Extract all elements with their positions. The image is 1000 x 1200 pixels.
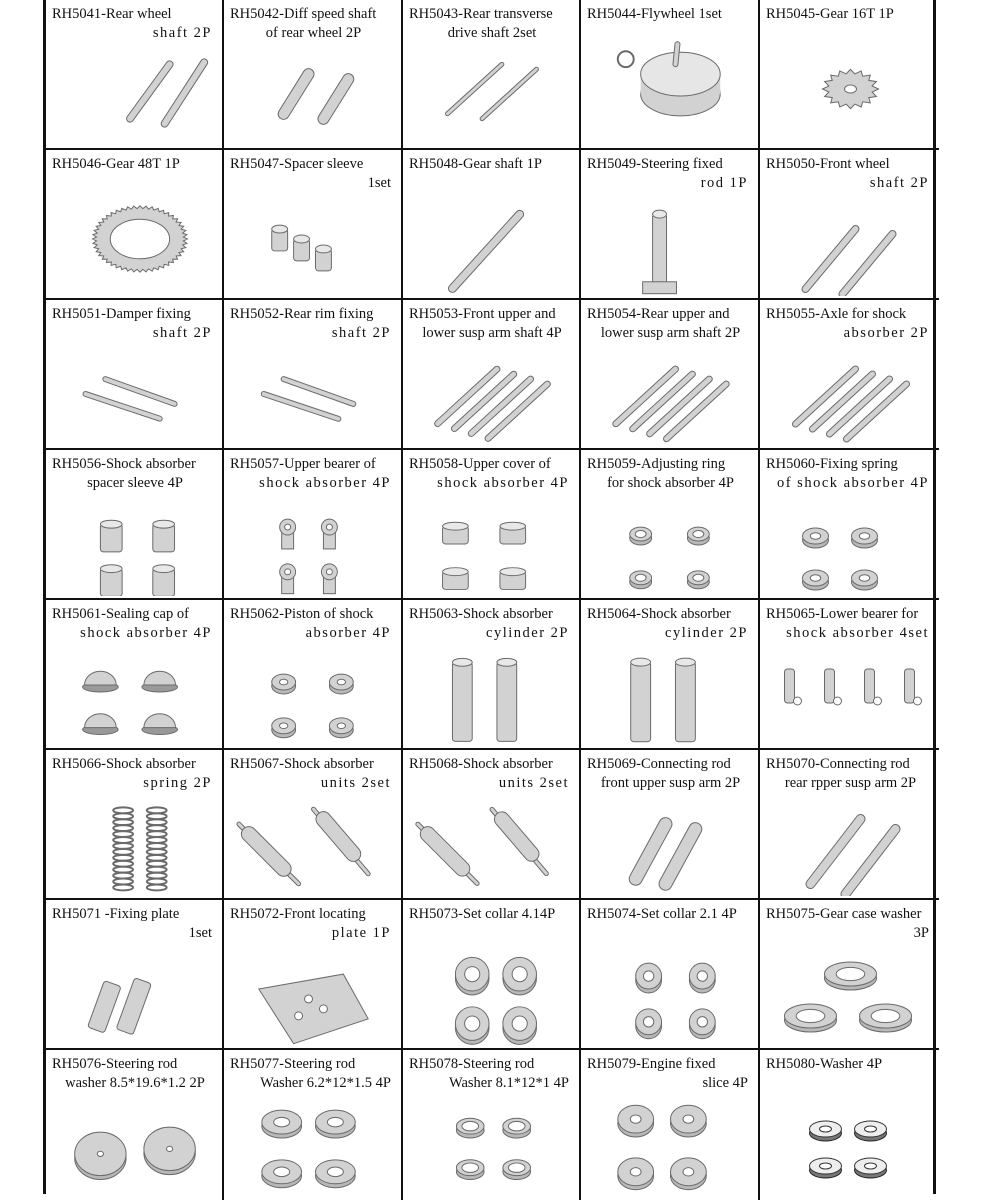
part-quantity: shock absorber 4P [259,475,391,491]
part-code-name: RH5067-Shock absorber [230,756,374,772]
coil-spring-icon [46,784,222,896]
part-code-name: RH5044-Flywheel 1set [587,6,722,22]
part-cell [224,150,403,300]
pin-pair-icon [224,334,401,446]
part-label [766,5,935,24]
part-quantity: absorber 2P [843,325,929,341]
part-quantity: lower susp arm shaft 2P [600,325,741,341]
part-cell [224,600,403,750]
pinion-gear-icon [760,34,939,146]
part-cell [403,1050,581,1200]
lower-bearer-icon [760,634,939,746]
part-quantity: shock absorber 4set [786,625,929,641]
part-code-name: RH5079-Engine fixed [587,1056,716,1072]
part-cell [224,0,403,150]
part-quantity: plate 1P [331,925,391,941]
part-cell [46,900,224,1050]
part-code-name: RH5047-Spacer sleeve [230,156,364,172]
part-code-name: RH5072-Front locating [230,906,366,922]
part-code-name: RH5060-Fixing spring [766,456,898,472]
part-quantity: spring 2P [143,775,212,791]
part-quantity: units 2set [320,775,391,791]
part-label [766,1055,935,1074]
part-cell [224,900,403,1050]
part-quantity: 1set [188,925,212,941]
part-quantity: shaft 2P [152,325,212,341]
sleeve-icon [46,484,222,596]
part-code-name: RH5043-Rear transverse [409,6,553,22]
part-cell [760,300,939,450]
flat-washer-icon [46,1084,222,1196]
hinge-pin-icon [403,334,579,446]
small-collar-icon [581,934,758,1046]
pin-pair-icon [46,334,222,446]
part-cell [760,0,939,150]
part-code-name: RH5056-Shock absorber [52,456,196,472]
part-quantity: drive shaft 2set [447,25,537,41]
part-cell [581,0,760,150]
part-cell [224,450,403,600]
part-cell [403,600,581,750]
part-cell [46,1050,224,1200]
part-cell [46,0,224,150]
part-quantity: shaft 2P [331,325,391,341]
part-code-name: RH5049-Steering fixed [587,156,723,172]
part-cell [224,750,403,900]
shock-end-icon [224,484,401,596]
part-code-name: RH5050-Front wheel [766,156,890,172]
part-code-name: RH5042-Diff speed shaft [230,6,377,22]
part-cell [403,450,581,600]
fixing-plate-icon [46,934,222,1046]
part-cell [46,600,224,750]
part-cell [581,450,760,600]
part-code-name: RH5041-Rear wheel [52,6,172,22]
part-code-name: RH5070-Connecting rod [766,756,910,772]
part-quantity: 3P [913,925,929,941]
part-code-name: RH5062-Piston of shock [230,606,374,622]
part-quantity: rod 1P [700,175,748,191]
gear-washer-icon [760,934,939,1046]
part-cell [581,150,760,300]
thin-washer-icon [403,1084,579,1196]
shaft-pair-icon [46,34,222,146]
part-cell [760,600,939,750]
part-cell [403,300,581,450]
part-code-name: RH5048-Gear shaft 1P [409,156,542,172]
part-cell [224,1050,403,1200]
part-quantity: washer 8.5*19.6*1.2 2P [65,1075,205,1091]
part-cell [224,300,403,450]
cylinder-icon [403,634,579,746]
part-code-name: RH5053-Front upper and [409,306,556,322]
part-quantity: absorber 4P [305,625,391,641]
part-quantity: Washer 8.1*12*1 4P [448,1075,569,1091]
gear-shaft-icon [403,184,579,296]
part-cell [46,450,224,600]
part-cell [581,300,760,450]
part-quantity: front upper susp arm 2P [600,775,741,791]
engine-slice-icon [581,1084,758,1196]
piston-icon [224,634,401,746]
part-quantity: rear rpper susp arm 2P [784,775,917,791]
part-code-name: RH5074-Set collar 2.1 4P [587,906,737,922]
part-cell [760,450,939,600]
part-cell [760,900,939,1050]
spur-gear-icon [46,184,222,296]
part-code-name: RH5078-Steering rod [409,1056,535,1072]
part-quantity: 1set [367,175,391,191]
part-code-name: RH5046-Gear 48T 1P [52,156,180,172]
dome-cap-icon [46,634,222,746]
part-label [587,5,754,24]
shock-unit-icon [403,784,579,896]
spacer-sleeve-icon [224,184,401,296]
part-quantity: spacer sleeve 4P [87,475,183,491]
diff-cup-icon [224,34,401,146]
part-code-name: RH5071 -Fixing plate [52,906,180,922]
part-cell [403,900,581,1050]
part-code-name: RH5058-Upper cover of [409,456,551,472]
part-cell [46,750,224,900]
steering-rod-icon [581,184,758,296]
hinge-pin-icon [760,334,939,446]
part-code-name: RH5080-Washer 4P [766,1056,883,1072]
part-cell [760,750,939,900]
part-code-name: RH5061-Sealing cap of [52,606,189,622]
hinge-pin-icon [581,334,758,446]
locating-plate-icon [224,934,401,1046]
part-quantity: lower susp arm shaft 4P [422,325,562,341]
part-code-name: RH5069-Connecting rod [587,756,731,772]
part-quantity: cylinder 2P [665,625,748,641]
part-quantity: shock absorber 4P [437,475,569,491]
part-label [52,155,218,174]
turnbuckle-long-icon [760,784,939,896]
part-quantity: for shock absorber 4P [607,475,734,491]
part-code-name: RH5068-Shock absorber [409,756,553,772]
part-code-name: RH5077-Steering rod [230,1056,356,1072]
shock-cap-icon [403,484,579,596]
part-cell [581,600,760,750]
part-cell [46,150,224,300]
cylinder-icon [581,634,758,746]
part-quantity: shaft 2P [152,25,212,41]
part-code-name: RH5075-Gear case washer [766,906,922,922]
part-code-name: RH5073-Set collar 4.14P [409,906,556,922]
part-code-name: RH5055-Axle for shock [766,306,907,322]
part-label [409,155,575,174]
cup-washer-icon [760,1084,939,1196]
part-label [409,905,575,924]
part-quantity: shock absorber 4P [80,625,212,641]
part-quantity: slice 4P [702,1075,748,1091]
part-quantity: units 2set [498,775,569,791]
part-code-name: RH5065-Lower bearer for [766,606,919,622]
turnbuckle-icon [581,784,758,896]
thick-washer-icon [224,1084,401,1196]
part-quantity: of rear wheel 2P [265,25,362,41]
part-quantity: shaft 2P [869,175,929,191]
part-code-name: RH5045-Gear 16T 1P [766,6,894,22]
part-quantity: of shock absorber 4P [776,475,929,491]
part-code-name: RH5054-Rear upper and [587,306,730,322]
dogbone-icon [403,34,579,146]
part-cell [760,150,939,300]
parts-grid [43,0,936,1194]
spring-retainer-icon [760,484,939,596]
front-shaft-icon [760,184,939,296]
part-cell [403,750,581,900]
part-cell [403,150,581,300]
part-cell [581,750,760,900]
flywheel-icon [581,34,758,146]
adjust-ring-icon [581,484,758,596]
part-code-name: RH5066-Shock absorber [52,756,196,772]
part-code-name: RH5052-Rear rim fixing [230,306,374,322]
part-code-name: RH5057-Upper bearer of [230,456,376,472]
part-cell [46,300,224,450]
shock-unit-icon [224,784,401,896]
set-collar-icon [403,934,579,1046]
part-quantity: cylinder 2P [486,625,569,641]
part-cell [581,1050,760,1200]
part-cell [760,1050,939,1200]
part-code-name: RH5051-Damper fixing [52,306,191,322]
part-code-name: RH5076-Steering rod [52,1056,178,1072]
part-code-name: RH5064-Shock absorber [587,606,731,622]
part-code-name: RH5063-Shock absorber [409,606,553,622]
part-label [587,905,754,924]
part-quantity: Washer 6.2*12*1.5 4P [260,1075,391,1091]
part-cell [403,0,581,150]
part-cell [581,900,760,1050]
part-code-name: RH5059-Adjusting ring [587,456,726,472]
